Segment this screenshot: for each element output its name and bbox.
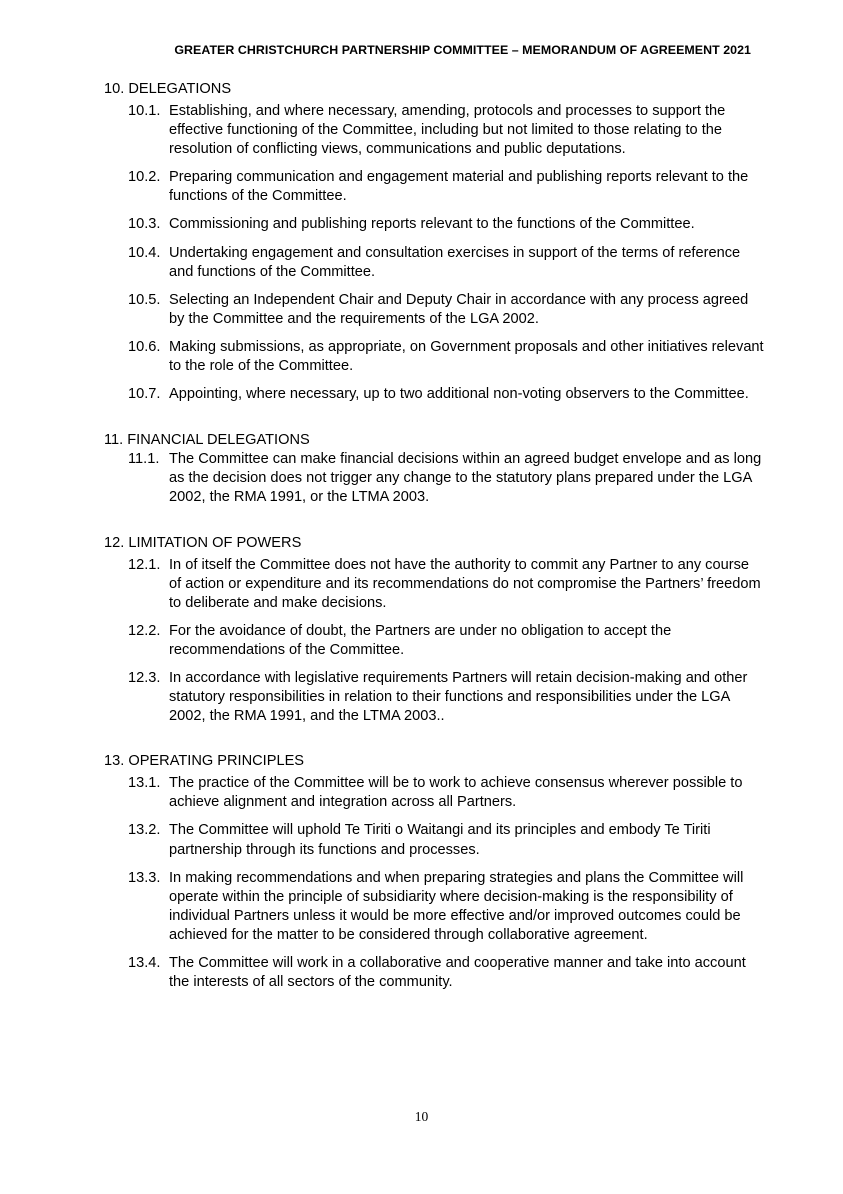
clause-number: 13.3. (128, 869, 161, 886)
section-operating-principles (104, 752, 764, 992)
clause-number: 10.1. (128, 103, 161, 119)
clause-text: The practice of the Committee will be to work to achieve consensus wherever possible to achieve alignment and integration across all Partners. (169, 775, 743, 811)
clause (104, 450, 764, 507)
clause (104, 669, 764, 726)
clause-number: 13.2. (128, 822, 161, 839)
page-header: GREATER CHRISTCHURCH PARTNERSHIP COMMITTEE – MEMORANDUM OF AGREEMENT 2021 (174, 43, 751, 57)
clause-number: 13.4. (128, 955, 161, 971)
clause (104, 291, 764, 329)
clause-text: The Committee will work in a collaborative and cooperative manner and take into account the interests of all sectors of the community. (169, 955, 746, 991)
document-body (104, 80, 764, 1001)
section-heading: 13. OPERATING PRINCIPLES (104, 753, 305, 770)
clause (104, 774, 764, 812)
clause-text: The Committee can make financial decisions within an agreed budget envelope and as long as the decision does not trigger any change to the statutory plans prepared under the LGA 2002, the RMA 1991, or the LTMA 2003. (169, 451, 762, 506)
clause-number: 12.3. (128, 669, 161, 686)
section-heading: 12. LIMITATION OF POWERS (104, 534, 302, 551)
clause (104, 102, 764, 159)
clause (104, 338, 764, 376)
section-heading: 11. FINANCIAL DELEGATIONS (104, 432, 310, 449)
clause-number: 10.4. (128, 244, 161, 261)
clause-text: The Committee will uphold Te Tiriti o Waitangi and its principles and embody Te Tiriti partnership through its functions and processes. (169, 822, 711, 858)
clause-number: 11.1. (128, 451, 160, 468)
clause-text: In accordance with legislative requirements Partners will retain decision-making and other statutory responsibilities in relation to their functions and responsibilities under the LGA 2002, the RMA 1991, and the LTMA 2003.. (169, 669, 748, 725)
clause-text: In making recommendations and when preparing strategies and plans the Committee will operate within the principle of subsidiarity where decision-making is the responsibility of individual Partners unless it would be more effective and/or improved outcomes could be achieved for the matter to be considered through collaborative agreement. (169, 869, 744, 943)
section-heading: 10. DELEGATIONS (104, 81, 232, 97)
clause-text: Preparing communication and engagement material and publishing reports relevant to the functions of the Committee. (169, 169, 749, 205)
section-delegations (104, 80, 764, 404)
clause (104, 954, 764, 992)
clause (104, 821, 764, 859)
clause-text: Establishing, and where necessary, amending, protocols and processes to support the effective functioning of the Committee, including but not limited to those relating to the resolution of conflicting views, communications and public deputations. (169, 103, 726, 158)
clause-number: 12.1. (128, 556, 161, 573)
clause (104, 168, 764, 206)
clause (104, 869, 764, 945)
clause (104, 215, 764, 234)
clause-number: 12.2. (128, 622, 161, 639)
clause-text: Commissioning and publishing reports relevant to the functions of the Committee. (169, 216, 695, 233)
clause-number: 10.2. (128, 169, 161, 186)
clause-text: Selecting an Independent Chair and Deputy Chair in accordance with any process agreed by the Committee and the requirements of the LGA 2002. (169, 291, 749, 327)
clause-text: Appointing, where necessary, up to two additional non-voting observers to the Committee. (169, 386, 749, 403)
clause-number: 10.3. (128, 216, 161, 233)
clause-number: 13.1. (128, 775, 161, 792)
clause (104, 244, 764, 282)
clause (104, 622, 764, 660)
clause (104, 556, 764, 613)
clause-number: 10.7. (128, 386, 161, 403)
section-financial-delegations (104, 431, 764, 507)
clause (104, 385, 764, 404)
clause-text: Making submissions, as appropriate, on Government proposals and other initiatives relevant to the role of the Committee. (169, 338, 764, 375)
clause-text: Undertaking engagement and consultation exercises in support of the terms of reference and functions of the Committee. (169, 244, 741, 280)
clause-number: 10.5. (128, 291, 161, 308)
clause-text: For the avoidance of doubt, the Partners are under no obligation to accept the recommendations of the Committee. (169, 622, 672, 658)
clause-text: In of itself the Committee does not have the authority to commit any Partner to any course of action or expenditure and its recommendations do not compromise the Partners’ freedom to deliberate and make decisions. (169, 556, 761, 611)
section-limitation-of-powers (104, 534, 764, 727)
page-number: 10 (414, 1109, 429, 1124)
clause-number: 10.6. (128, 338, 161, 355)
